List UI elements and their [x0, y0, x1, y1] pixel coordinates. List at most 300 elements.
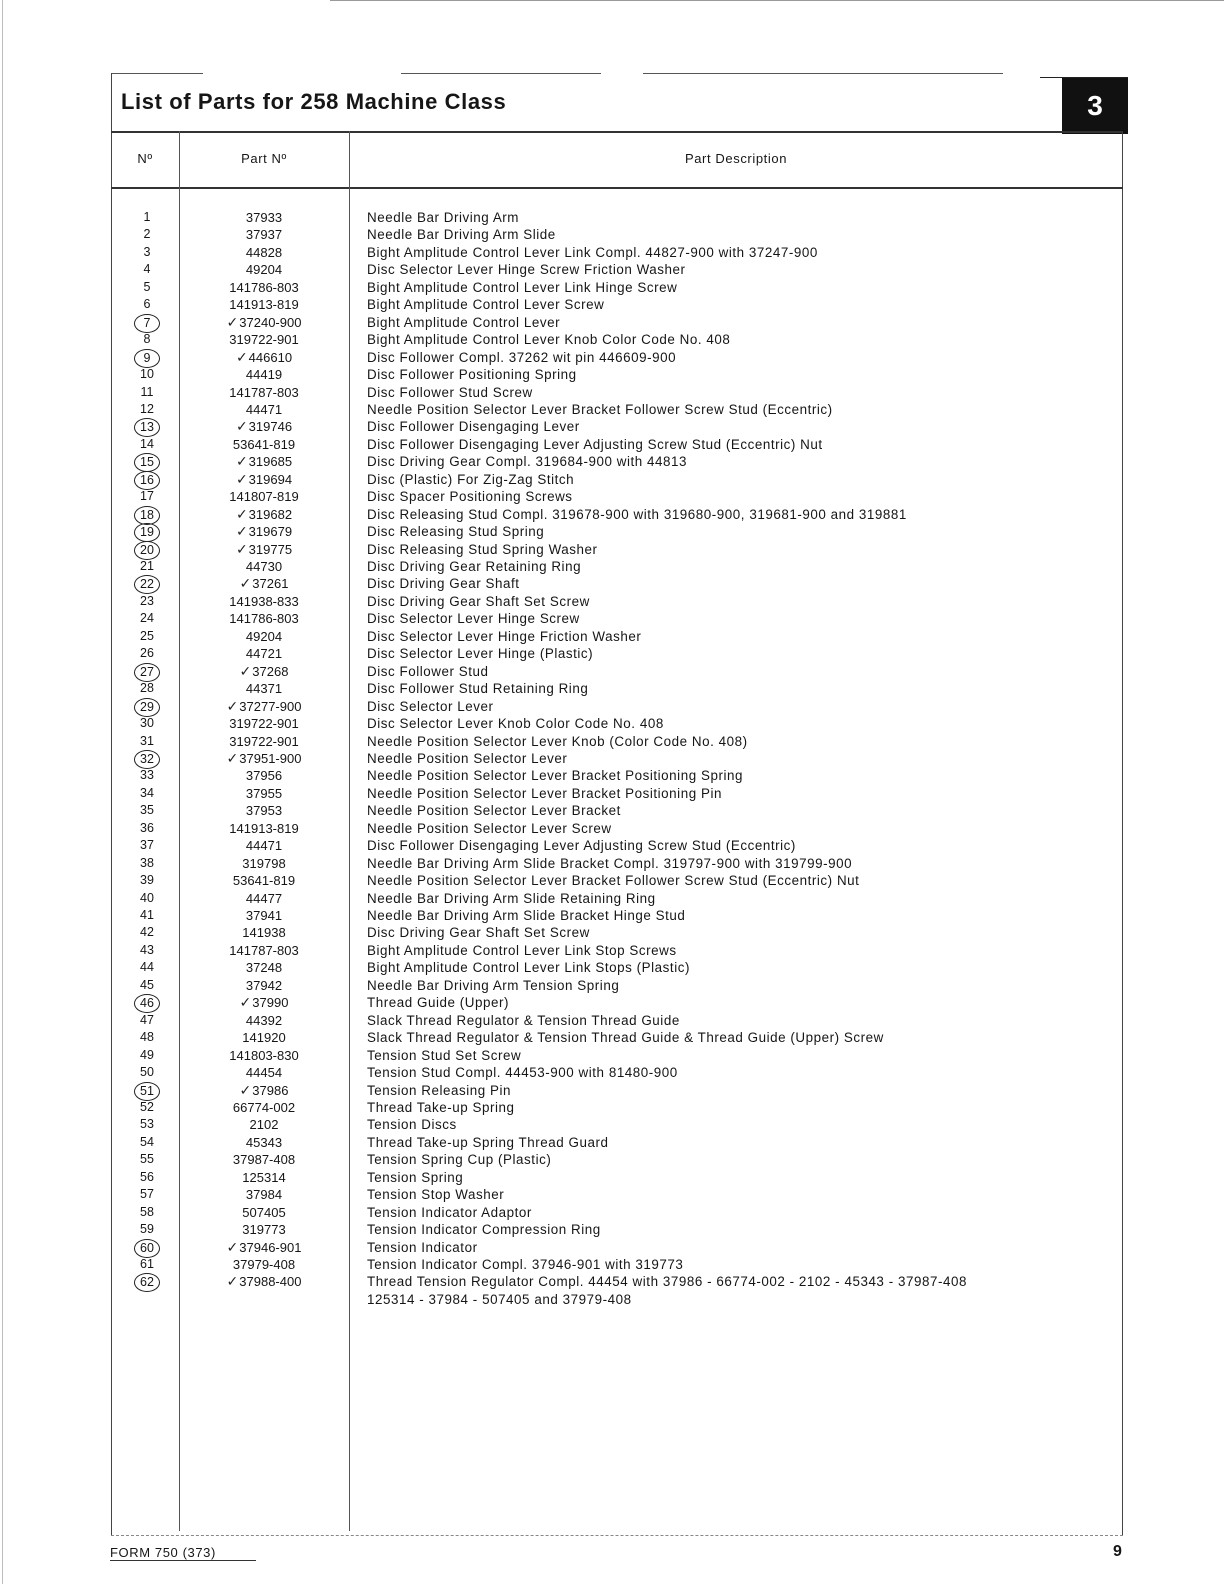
column-header-description: Part Description [684, 151, 788, 166]
part-description: Thread Guide (Upper) [367, 995, 509, 1011]
table-row [111, 1012, 1123, 1030]
item-number-text: 5 [143, 279, 151, 294]
check-mark-icon: ✓ [235, 470, 248, 487]
check-mark-icon: ✓ [239, 575, 252, 592]
check-mark-icon: ✓ [226, 697, 239, 714]
table-row [111, 680, 1123, 698]
part-number-text: 44471 [245, 401, 283, 417]
part-description: Bight Amplitude Control Lever Link Compl. 44827-900 with 37247-900 [367, 244, 818, 260]
part-number-text: 37942 [245, 977, 283, 993]
table-row [111, 593, 1123, 611]
part-description: Tension Indicator Adaptor [367, 1204, 532, 1220]
table-row [111, 418, 1123, 436]
section-tab: 3 [1062, 78, 1128, 134]
item-number [111, 1169, 183, 1187]
part-description: Disc Driving Gear Retaining Ring [367, 559, 582, 574]
part-number [179, 1064, 349, 1082]
item-number-text: 53 [140, 1117, 154, 1132]
part-number [179, 209, 349, 227]
table-row [111, 331, 1123, 349]
item-number-text: 33 [140, 768, 154, 783]
part-number [179, 418, 349, 436]
check-mark-icon: ✓ [235, 505, 248, 522]
check-mark-icon: ✓ [239, 662, 252, 679]
item-number-text: 57 [140, 1187, 154, 1202]
part-number [179, 785, 349, 803]
table-row [111, 610, 1123, 628]
table-row [111, 296, 1123, 314]
item-number [111, 994, 183, 1013]
part-description: Tension Spring Cup (Plastic) [367, 1152, 552, 1168]
item-number [111, 1239, 183, 1258]
part-number [179, 698, 349, 716]
part-number [179, 663, 349, 681]
part-description: Needle Bar Driving Arm Slide Bracket Compl. 319797-900 with 319799-900 [367, 855, 853, 871]
item-number-text: 2 [143, 227, 151, 242]
part-number-text: 37986 [252, 1082, 289, 1098]
part-description: Needle Position Selector Lever [367, 750, 568, 766]
part-number-text: 37941 [245, 908, 283, 923]
table-row [111, 1099, 1123, 1117]
table-row [111, 1029, 1123, 1047]
part-description: Disc Selector Lever Hinge Friction Washer [367, 628, 642, 644]
header-bottom-rule [111, 187, 1123, 189]
item-number-text: 54 [140, 1134, 154, 1149]
part-number-text: 44371 [245, 681, 283, 697]
item-number [111, 209, 183, 227]
part-description: Tension Discs [367, 1117, 457, 1133]
item-number-text: 59 [140, 1222, 154, 1237]
part-description: Tension Stop Washer [367, 1187, 505, 1203]
item-number-text: 34 [140, 785, 154, 800]
part-number-text: 37248 [245, 960, 283, 976]
part-number [179, 1012, 349, 1030]
item-number [111, 244, 183, 262]
part-number-text: 37987-408 [232, 1152, 296, 1168]
item-number [111, 1029, 183, 1047]
part-description: Tension Indicator [367, 1239, 478, 1255]
table-row [111, 314, 1123, 332]
form-number: FORM 750 (373) [110, 1545, 256, 1561]
table-row [111, 1151, 1123, 1169]
table-row [111, 645, 1123, 663]
part-number [179, 645, 349, 663]
part-number [179, 715, 349, 733]
part-number [179, 314, 349, 332]
item-number-text: 12 [140, 401, 154, 416]
part-number-text: 141913-819 [229, 297, 299, 313]
part-description: Disc Selector Lever Hinge Screw [367, 611, 580, 627]
table-row [111, 872, 1123, 890]
item-number-text: 13 [134, 418, 160, 437]
part-number-text: 37951-900 [239, 750, 302, 766]
part-number-text: 141920 [242, 1030, 286, 1046]
table-row [111, 436, 1123, 454]
part-description: Tension Indicator Compl. 37946-901 with 319773 [367, 1257, 684, 1272]
item-number-text: 41 [140, 908, 154, 922]
part-number [179, 506, 349, 524]
item-number-text: 15 [134, 453, 160, 472]
item-number [111, 680, 183, 698]
part-number-text: 37946-901 [239, 1239, 302, 1255]
table-row [111, 209, 1123, 227]
part-number-text: 49204 [245, 262, 283, 278]
check-mark-icon: ✓ [226, 313, 239, 330]
item-number-text: 14 [140, 436, 154, 451]
item-number [111, 1082, 183, 1101]
part-number-text: 2102 [249, 1117, 279, 1133]
item-number-text: 35 [140, 803, 154, 818]
part-number [179, 855, 349, 873]
part-description: Needle Bar Driving Arm Tension Spring [367, 977, 620, 993]
item-number [111, 1099, 183, 1117]
check-mark-icon: ✓ [226, 749, 239, 766]
item-number [111, 907, 183, 925]
item-number-text: 17 [140, 489, 154, 504]
item-number-text: 43 [140, 942, 154, 957]
part-number-text: 53641-819 [232, 873, 296, 889]
part-number-text: 37979-408 [232, 1257, 296, 1272]
item-number [111, 1134, 183, 1152]
part-number-text: 37937 [245, 227, 283, 243]
part-number-text: 141786-803 [229, 611, 299, 627]
part-number [179, 488, 349, 506]
table-row [111, 1134, 1123, 1152]
part-description: Disc Driving Gear Compl. 319684-900 with 44813 [367, 454, 688, 470]
item-number-text: 21 [140, 559, 154, 573]
item-number [111, 1256, 183, 1274]
part-description: Disc Selector Lever Hinge (Plastic) [367, 646, 594, 662]
part-number-text: 44721 [245, 646, 283, 662]
item-number [111, 698, 183, 717]
description-continuation: 125314 - 37984 - 507405 and 37979-408 [367, 1291, 632, 1307]
table-row [111, 279, 1123, 297]
item-number [111, 366, 183, 384]
item-number-text: 10 [140, 367, 154, 382]
part-description: Needle Bar Driving Arm [367, 210, 520, 225]
item-number-text: 27 [134, 663, 160, 682]
part-number-text: 141938 [242, 925, 286, 941]
item-number-text: 38 [140, 855, 154, 870]
page-number: 9 [1113, 1543, 1122, 1560]
frame-top-segment [643, 73, 1003, 74]
part-description: Disc Driving Gear Shaft [367, 576, 520, 592]
item-number-text: 60 [134, 1239, 160, 1258]
check-mark-icon: ✓ [235, 453, 248, 470]
item-number [111, 802, 183, 820]
table-row [111, 924, 1123, 942]
table-row [111, 1169, 1123, 1187]
part-number [179, 837, 349, 855]
table-row [111, 802, 1123, 820]
table-row [111, 1204, 1123, 1222]
part-description: Thread Tension Regulator Compl. 44454 with 37986 - 66774-002 - 2102 - 45343 - 37987-408 [367, 1274, 967, 1290]
item-number-text: 3 [143, 244, 151, 259]
item-number-text: 28 [140, 681, 154, 696]
part-description: Bight Amplitude Control Lever Knob Color Code No. 408 [367, 332, 731, 348]
item-number-text: 36 [140, 820, 154, 835]
table-row [111, 767, 1123, 785]
part-number [179, 349, 349, 367]
part-number-text: 507405 [242, 1204, 286, 1220]
table-row [111, 541, 1123, 559]
part-description: Disc Releasing Stud Compl. 319678-900 with 319680-900, 319681-900 and 319881 [367, 506, 907, 522]
item-number-text: 8 [143, 332, 151, 347]
item-number-text: 16 [134, 471, 160, 490]
table-row [111, 698, 1123, 716]
part-description: Disc Driving Gear Shaft Set Screw [367, 925, 590, 941]
check-mark-icon: ✓ [226, 1238, 239, 1255]
part-number [179, 226, 349, 244]
table-row [111, 261, 1123, 279]
frame-top-segment [401, 73, 601, 74]
part-description: Needle Bar Driving Arm Slide [367, 227, 556, 243]
part-number [179, 296, 349, 314]
item-number-text: 58 [140, 1204, 154, 1219]
item-number-text: 30 [140, 716, 154, 731]
item-number-text: 37 [140, 838, 154, 853]
part-description: Needle Position Selector Lever Bracket [367, 803, 621, 819]
item-number [111, 331, 183, 349]
item-number [111, 767, 183, 785]
item-number-text: 61 [140, 1257, 154, 1271]
part-description: Tension Stud Set Screw [367, 1047, 522, 1063]
part-description: Bight Amplitude Control Lever Link Stop Screws [367, 942, 677, 958]
item-number [111, 977, 183, 995]
part-number-text: 319773 [242, 1222, 286, 1238]
part-description: Disc Follower Stud [367, 663, 489, 679]
item-number-text: 19 [134, 523, 160, 542]
part-description: Disc Follower Disengaging Lever Adjusting Screw Stud (Eccentric) [367, 838, 796, 854]
part-description: Disc Selector Lever Hinge Screw Friction Washer [367, 262, 686, 278]
item-number-text: 11 [140, 384, 154, 399]
part-number [179, 593, 349, 611]
part-description: Needle Position Selector Lever Bracket Follower Screw Stud (Eccentric) [367, 401, 833, 417]
item-number-text: 42 [140, 925, 154, 940]
check-mark-icon: ✓ [239, 994, 252, 1011]
part-description: Bight Amplitude Control Lever Link Hinge Screw [367, 279, 678, 295]
table-row [111, 366, 1123, 384]
item-number [111, 1221, 183, 1239]
part-description: Thread Take-up Spring [367, 1099, 515, 1115]
table-row [111, 244, 1123, 262]
part-number-text: 319722-901 [229, 332, 299, 348]
part-number-text: 49204 [245, 628, 283, 644]
item-number [111, 733, 183, 751]
table-row [111, 959, 1123, 977]
item-number [111, 593, 183, 611]
item-number [111, 506, 183, 525]
item-number [111, 1273, 183, 1292]
table-row [111, 1221, 1123, 1239]
part-number [179, 366, 349, 384]
part-number-text: 44419 [245, 367, 283, 383]
item-number [111, 279, 183, 297]
item-number-text: 9 [134, 349, 160, 368]
item-number [111, 663, 183, 682]
table-row [111, 942, 1123, 960]
item-number [111, 541, 183, 560]
part-description: Bight Amplitude Control Lever Link Stops (Plastic) [367, 960, 690, 976]
table-row [111, 226, 1123, 244]
part-number-text: 37240-900 [239, 314, 302, 330]
part-number [179, 1134, 349, 1152]
part-description: Disc (Plastic) For Zig-Zag Stitch [367, 471, 575, 487]
table-row [111, 488, 1123, 506]
page-title: List of Parts for 258 Machine Class [121, 89, 507, 114]
item-number-text: 26 [140, 646, 154, 661]
part-number [179, 977, 349, 995]
item-number [111, 855, 183, 873]
item-number [111, 645, 183, 663]
item-number-text: 18 [134, 506, 160, 525]
part-description: Tension Stud Compl. 44453-900 with 81480-900 [367, 1065, 678, 1081]
part-description: Needle Bar Driving Arm Slide Retaining Ring [367, 890, 656, 906]
item-number [111, 610, 183, 628]
part-number-text: 141787-803 [229, 942, 299, 958]
part-number [179, 1186, 349, 1204]
item-number [111, 453, 183, 472]
part-number-text: 319722-901 [229, 733, 299, 749]
item-number [111, 750, 183, 769]
item-number-text: 51 [134, 1082, 160, 1101]
part-description: Needle Position Selector Lever Bracket Positioning Pin [367, 785, 722, 801]
part-description: Disc Selector Lever [367, 698, 494, 714]
item-number [111, 1204, 183, 1222]
part-number-text: 319722-901 [229, 716, 299, 732]
item-number-text: 29 [134, 698, 160, 717]
item-number [111, 1116, 183, 1134]
part-description: Disc Driving Gear Shaft Set Screw [367, 593, 590, 609]
part-number-text: 319694 [248, 471, 293, 487]
table-row [111, 837, 1123, 855]
item-number [111, 959, 183, 977]
part-number [179, 1204, 349, 1222]
part-number [179, 1151, 349, 1169]
part-number-text: 44471 [245, 838, 283, 854]
item-number-text: 50 [140, 1065, 154, 1080]
part-number [179, 1029, 349, 1047]
check-mark-icon: ✓ [235, 523, 248, 540]
part-number [179, 733, 349, 751]
item-number-text: 31 [140, 733, 154, 748]
item-number-text: 44 [140, 960, 154, 975]
part-number-text: 37277-900 [239, 698, 302, 714]
part-number [179, 1273, 349, 1291]
part-number [179, 1169, 349, 1187]
item-number-text: 25 [140, 628, 154, 643]
table-row [111, 715, 1123, 733]
part-number-text: 37261 [252, 576, 289, 592]
part-number [179, 575, 349, 593]
part-number-text: 141803-830 [229, 1047, 299, 1063]
item-number [111, 418, 183, 437]
part-number [179, 1239, 349, 1257]
part-number [179, 959, 349, 977]
part-number-text: 66774-002 [232, 1099, 296, 1115]
item-number-text: 24 [140, 611, 154, 626]
part-number [179, 872, 349, 890]
item-number [111, 1186, 183, 1204]
item-number-text: 62 [134, 1273, 160, 1292]
check-mark-icon: ✓ [235, 418, 248, 435]
parts-table [111, 73, 1123, 1536]
table-row [111, 855, 1123, 873]
item-number [111, 820, 183, 838]
part-number [179, 1116, 349, 1134]
part-number [179, 244, 349, 262]
table-row [111, 1239, 1123, 1257]
part-number [179, 523, 349, 541]
item-number [111, 715, 183, 733]
table-row [111, 349, 1123, 367]
part-description: Disc Releasing Stud Spring Washer [367, 541, 598, 557]
part-number-text: 141913-819 [229, 820, 299, 836]
table-row [111, 820, 1123, 838]
part-number [179, 541, 349, 559]
part-number-text: 37268 [252, 663, 289, 679]
item-number-text: 55 [140, 1152, 154, 1167]
part-number-text: 141787-803 [229, 384, 299, 400]
part-number-text: 319775 [248, 541, 293, 557]
part-number-text: 141938-833 [229, 593, 299, 609]
item-number [111, 785, 183, 803]
part-number [179, 994, 349, 1012]
part-number [179, 820, 349, 838]
item-number [111, 628, 183, 646]
part-number-text: 319679 [248, 524, 293, 540]
item-number-text: 1 [143, 210, 151, 224]
part-number [179, 1047, 349, 1065]
item-number-text: 39 [140, 873, 154, 888]
part-number [179, 767, 349, 785]
part-number [179, 558, 349, 576]
part-number [179, 471, 349, 489]
table-row [111, 453, 1123, 471]
part-description: Disc Follower Stud Retaining Ring [367, 681, 589, 697]
item-number [111, 558, 183, 576]
item-number-text: 49 [140, 1047, 154, 1062]
part-number [179, 1082, 349, 1100]
part-number [179, 924, 349, 942]
part-number [179, 942, 349, 960]
table-row [111, 785, 1123, 803]
part-number [179, 890, 349, 908]
check-mark-icon: ✓ [239, 1081, 252, 1098]
item-number-text: 45 [140, 977, 154, 992]
table-row [111, 663, 1123, 681]
part-number [179, 331, 349, 349]
item-number [111, 1064, 183, 1082]
part-number-text: 37988-400 [239, 1274, 302, 1290]
part-description: Needle Position Selector Lever Bracket Follower Screw Stud (Eccentric) Nut [367, 873, 860, 889]
part-number-text: 37953 [245, 803, 283, 819]
part-number-text: 37956 [245, 768, 283, 784]
part-description: Thread Take-up Spring Thread Guard [367, 1134, 609, 1150]
page-edge-left [2, 0, 3, 1584]
item-number-text: 6 [143, 297, 151, 312]
item-number-text: 40 [140, 890, 154, 905]
part-number [179, 401, 349, 419]
table-row [111, 401, 1123, 419]
table-row [111, 575, 1123, 593]
part-description: Disc Follower Positioning Spring [367, 367, 577, 383]
table-row [111, 733, 1123, 751]
frame-top-segment [111, 73, 203, 74]
part-number [179, 680, 349, 698]
frame-bottom-border [111, 1535, 1123, 1536]
item-number [111, 523, 183, 542]
